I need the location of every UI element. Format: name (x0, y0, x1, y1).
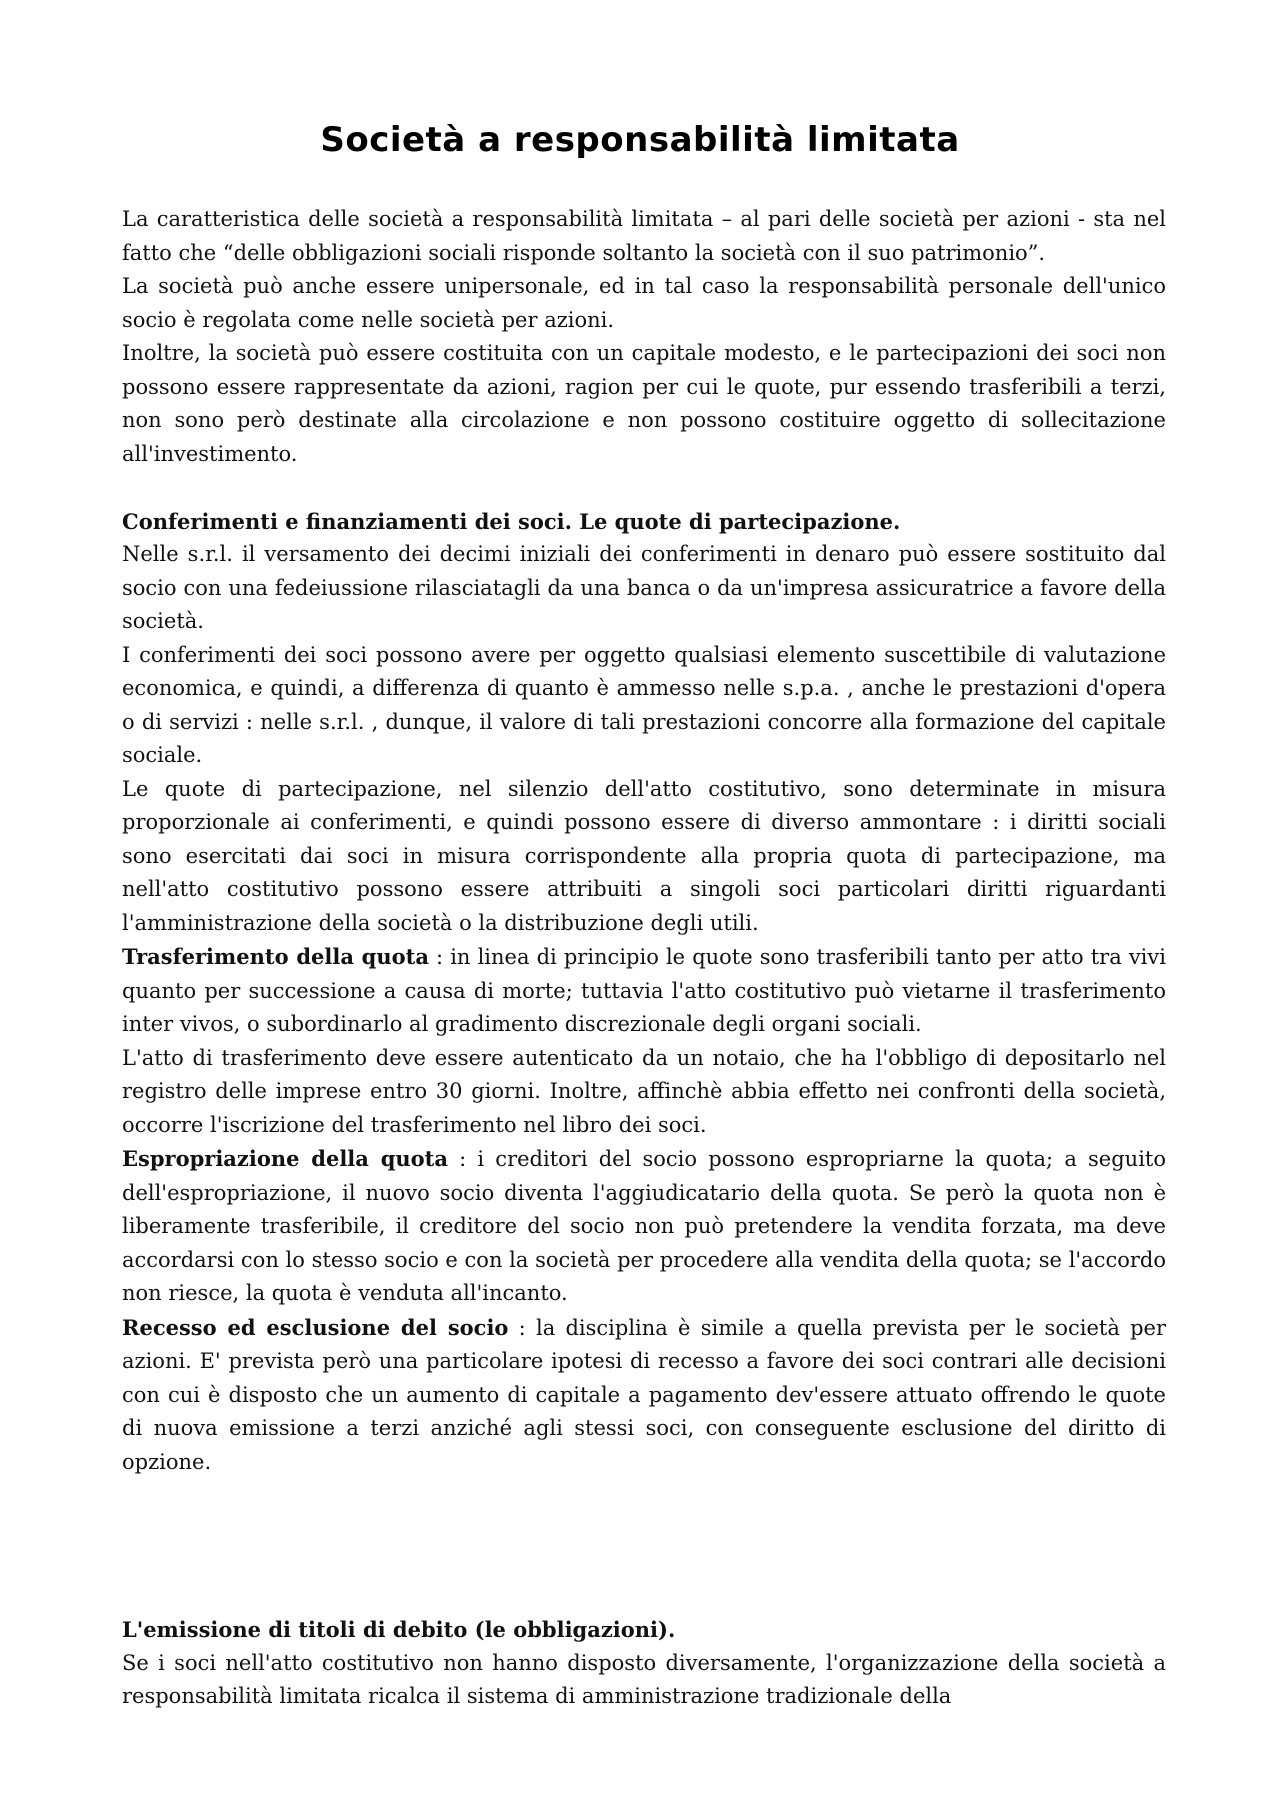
section1-paragraph-3: Le quote di partecipazione, nel silenzio dell'atto costitutivo, sono determinate in misura proporzionale ai conferimenti, e quindi possono essere di diverso ammontare : i diritti sociali sono esercitati dai soci in misura corrispondente alla propria quota di partecipazione, ma nell'atto costitutivo possono essere attribuiti a singoli soci particolari diritti riguardanti l'amministrazione della società o la distribuzione degli utili. (122, 776, 1166, 935)
recess-paragraph (122, 1311, 1166, 1480)
document-body (122, 203, 1166, 1714)
section1-paragraph-4: L'atto di trasferimento deve essere autenticato da un notaio, che ha l'obbligo di depositarlo nel registro delle imprese entro 30 giorni. Inoltre, affinchè abbia effetto nei confronti della società, occorre l'iscrizione del trasferimento nel libro dei soci. (122, 1045, 1166, 1137)
section1-paragraph-1: Nelle s.r.l. il versamento dei decimi iniziali dei conferimenti in denaro può essere sostituito dal socio con una fedeiussione rilasciatagli da una banca o da un'impresa assicuratrice a favore della società. (122, 542, 1166, 633)
transfer-paragraph (122, 940, 1166, 1042)
expropriation-paragraph (122, 1142, 1166, 1311)
section2-paragraph-1: Se i soci nell'atto costitutivo non hanno disposto diversamente, l'organizzazione della società a responsabilità limitata ricalca il sistema di amministrazione tradizionale della (122, 1650, 1166, 1708)
section-heading-conferimenti: Conferimenti e finanziamenti dei soci. Le quote di partecipazione. (122, 508, 901, 534)
intro-paragraph-3: Inoltre, la società può essere costituita con un capitale modesto, e le partecipazioni dei soci non possono essere rappresentate da azioni, ragion per cui le quote, pur essendo trasferibili a terzi, non sono però destinate alla circolazione e non possono costituire oggetto di sollecitazione all'investimento. (122, 341, 1166, 466)
expropriation-label: Espropriazione della quota (122, 1146, 448, 1171)
intro-paragraph-1: La caratteristica delle società a responsabilità limitata – al pari delle società per azioni - sta nel fatto che “delle obbligazioni sociali risponde soltanto la società con il suo patrimonio”. (122, 207, 1166, 265)
page-title: Società a responsabilità limitata (320, 120, 960, 160)
recess-text: : la disciplina è simile a quella prevista per le società per azioni. E' prevista però una particolare ipotesi di recesso a favore dei soci contrari alle decisioni con cui è disposto che un aumento di capitale a pagamento dev'essere attuato offrendo le quote di nuova emissione a terzi anziché agli stessi soci, con conseguente esclusione del diritto di opzione. (122, 1315, 1166, 1474)
transfer-label: Trasferimento della quota (122, 944, 429, 969)
section1-paragraph-2: I conferimenti dei soci possono avere per oggetto qualsiasi elemento suscettibile di valutazione economica, e quindi, a differenza di quanto è ammesso nelle s.p.a. , anche le prestazioni d'opera o di servizi : nelle s.r.l. , dunque, il valore di tali prestazioni concorre alla formazione del capitale sociale. (122, 642, 1166, 767)
transfer-text: : in linea di principio le quote sono trasferibili tanto per atto tra vivi quanto per successione a causa di morte; tuttavia l'atto costitutivo può vietarne il trasferimento inter vivos, o subordinarlo al gradimento discrezionale degli organi sociali. (122, 945, 1166, 1036)
recess-label: Recesso ed esclusione del socio (122, 1314, 509, 1340)
section-heading-titoli-debito: L'emissione di titoli di debito (le obbligazioni). (122, 1617, 676, 1642)
expropriation-text: : i creditori del socio possono espropriarne la quota; a seguito dell'espropriazione, il nuovo socio diventa l'aggiudicatario della quota. Se però la quota non è liberamente trasferibile, il creditore del socio non può pretendere la vendita forzata, ma deve accordarsi con lo stesso socio e con la società per procedere alla vendita della quota; se l'accordo non riesce, la quota è venduta all'incanto. (122, 1147, 1166, 1305)
intro-paragraph-2: La società può anche essere unipersonale, ed in tal caso la responsabilità personale dell'unico socio è regolata come nelle società per azioni. (122, 274, 1166, 332)
